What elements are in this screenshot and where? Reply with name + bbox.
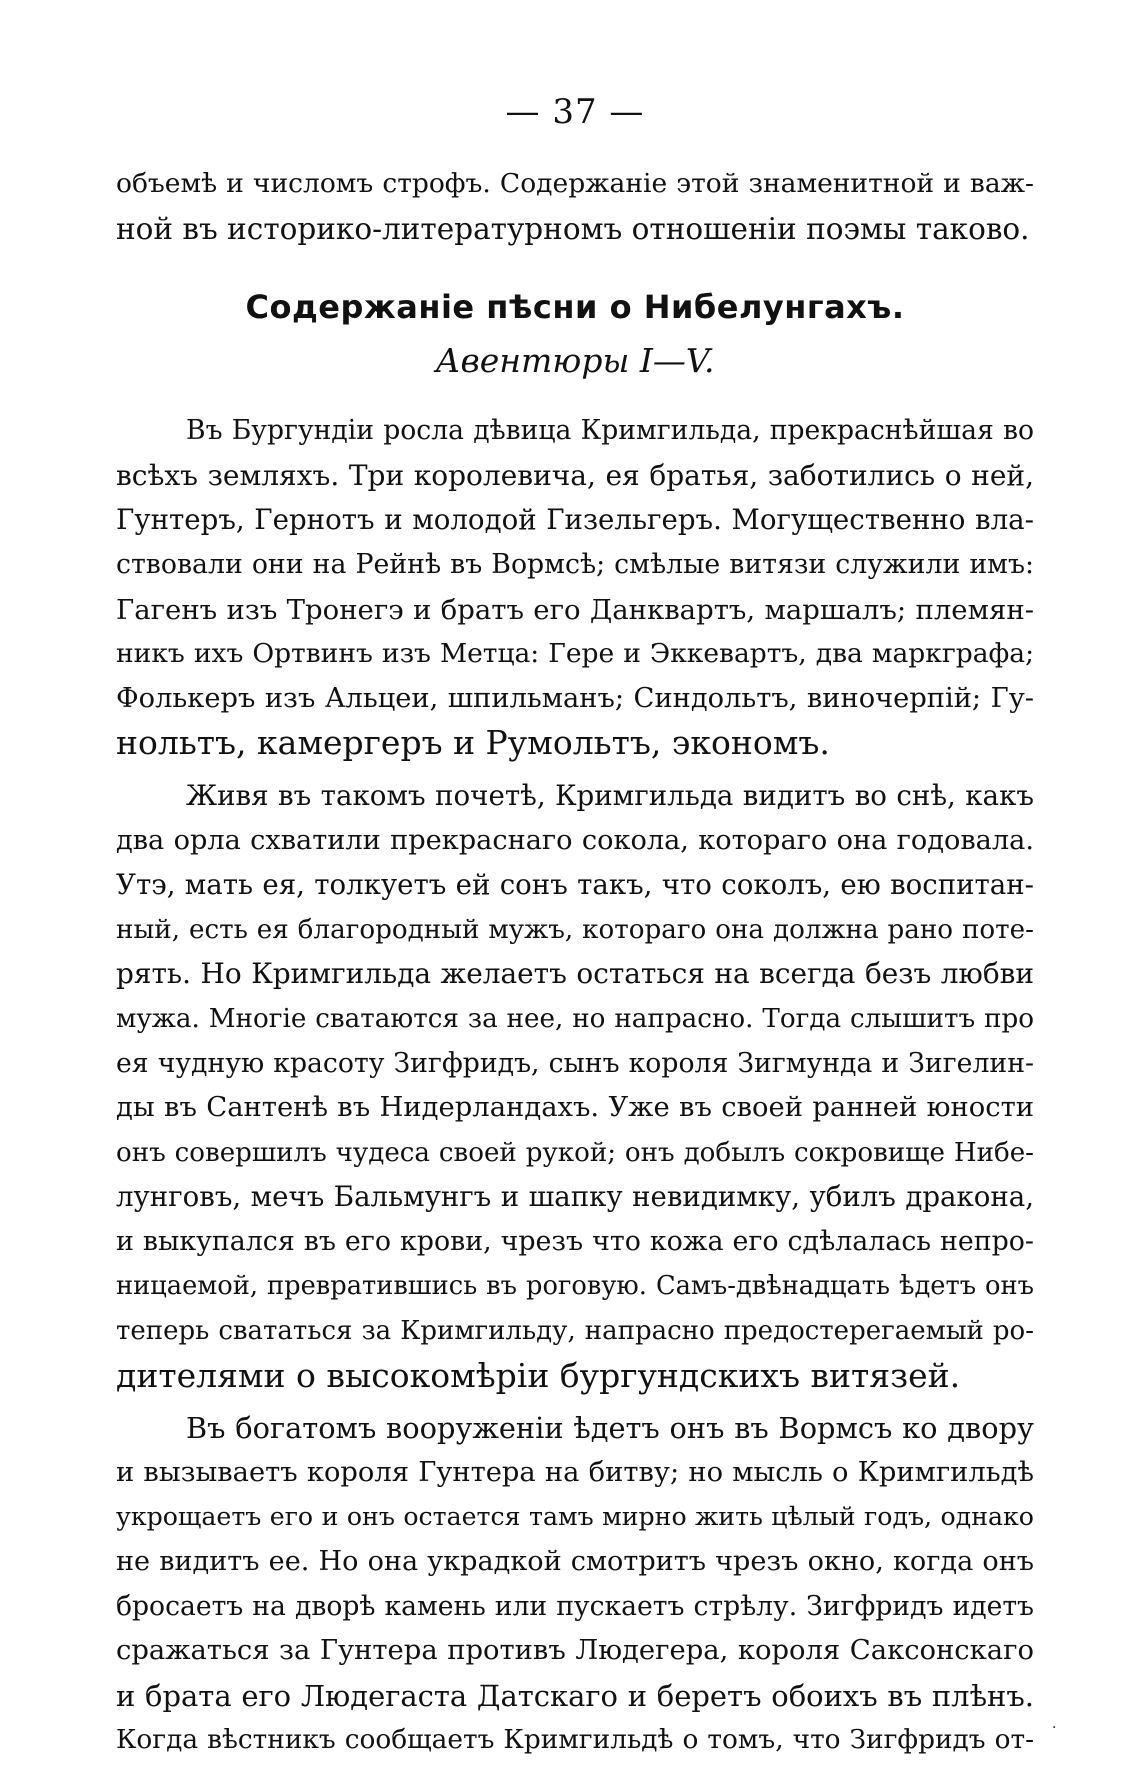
text-line: лунговъ, мечъ Бальмунгъ и шапку невидимку, убилъ дракона, bbox=[116, 1180, 1034, 1214]
text-line: никъ ихъ Ортвинъ изъ Метца: Гере и Эккевартъ, два маркграфа; bbox=[116, 638, 1034, 670]
text-line: всѣхъ земляхъ. Три королевича, ея братья, заботились о ней, bbox=[116, 458, 1034, 492]
text-line: Когда вѣстникъ сообщаетъ Кримгильдѣ о томъ, что Зигфридъ от- bbox=[116, 1725, 1034, 1756]
text-line: ной въ историко-литературномъ отношеніи поэмы таково. bbox=[116, 211, 1030, 246]
text-line: теперь свататься за Кримгильду, напрасно предостерегаемый ро- bbox=[116, 1316, 1034, 1347]
text-line: ея чудную красоту Зигфридъ, сынъ короля Зигмунда и Зигелин- bbox=[116, 1047, 1034, 1079]
text-line: ствовали они на Рейнѣ въ Вормсѣ; смѣлые витязи служили имъ: bbox=[116, 548, 1034, 580]
text-line: Утэ, мать ея, толкуетъ ей сонъ такъ, что соколъ, ею воспитан- bbox=[116, 868, 1034, 902]
text-line: ный, есть ея благородный мужъ, котораго она должна рано поте- bbox=[116, 914, 1034, 945]
text-line: ды въ Сантенѣ въ Нидерландахъ. Уже въ своей ранней юности bbox=[116, 1092, 1034, 1124]
book-page bbox=[116, 92, 1034, 1763]
text-line: рять. Но Кримгильда желаетъ остаться на всегда безъ любви bbox=[116, 957, 1034, 991]
text-line: и брата его Людегаста Датскаго и беретъ обоихъ въ плѣнъ. bbox=[116, 1678, 1034, 1713]
text-line: Въ богатомъ вооруженіи ѣдетъ онъ въ Вормсъ ко двору bbox=[186, 1411, 1034, 1446]
text-line: ницаемой, превратившись въ роговую. Самъ-двѣнадцать ѣдетъ онъ bbox=[116, 1271, 1034, 1302]
paragraph-2 bbox=[116, 774, 1034, 1398]
section-heading: Содержаніе пѣсни о Нибелунгахъ. bbox=[245, 288, 905, 327]
text-line: бросаетъ на дворѣ камень или пускаетъ стрѣлу. Зигфридъ идетъ bbox=[116, 1590, 1034, 1622]
corner-mark: · bbox=[1052, 1720, 1057, 1736]
text-line: Гунтеръ, Гернотъ и молодой Гизельгеръ. Могущественно вла- bbox=[116, 503, 1034, 537]
text-line: онъ совершилъ чудеса своей рукой; онъ добылъ сокровище Нибе- bbox=[116, 1137, 1034, 1168]
text-line: и выкупался въ его крови, чрезъ что кожа его сдѣлалась непро- bbox=[116, 1225, 1034, 1257]
text-line: Гагенъ изъ Тронегэ и братъ его Данквартъ, маршалъ; племян- bbox=[116, 593, 1034, 626]
text-line: укрощаетъ его и онъ остается тамъ мирно жить цѣлый годъ, однако bbox=[116, 1502, 1034, 1532]
text-line: Живя въ такомъ почетѣ, Кримгильда видитъ во снѣ, какъ bbox=[186, 778, 1034, 812]
intro-paragraph bbox=[116, 162, 1034, 251]
text-line: Фолькеръ изъ Альцеи, шпильманъ; Синдольтъ, виночерпій; Гу- bbox=[116, 682, 1034, 714]
text-line: нольтъ, камергеръ и Румольтъ, экономъ. bbox=[116, 723, 830, 763]
text-line: сражаться за Гунтера противъ Людегера, короля Саксонскаго bbox=[116, 1635, 1034, 1667]
page-number: — 37 — bbox=[505, 92, 645, 132]
paragraph-3 bbox=[116, 1406, 1034, 1763]
text-line: два орла схватили прекраснаго сокола, котораго она годовала. bbox=[116, 824, 1034, 856]
text-line: Въ Бургундіи росла дѣвица Кримгильда, прекраснѣйшая во bbox=[186, 415, 1034, 447]
text-line: и вызываетъ короля Гунтера на битву; но мысль о Кримгильдѣ bbox=[116, 1456, 1034, 1488]
paragraph-1 bbox=[116, 409, 1034, 766]
text-line: объемѣ и числомъ строфъ. Содержаніе этой знаменитной и важ- bbox=[116, 168, 1034, 199]
text-line: дителями о высокомѣріи бургундскихъ витязей. bbox=[116, 1355, 961, 1395]
section-subheading: Авентюры I—V. bbox=[435, 341, 715, 381]
text-line: не видитъ ее. Но она украдкой смотритъ чрезъ окно, когда онъ bbox=[116, 1546, 1034, 1578]
text-line: мужа. Многіе сватаются за нее, но напрасно. Тогда слышитъ про bbox=[116, 1003, 1034, 1034]
